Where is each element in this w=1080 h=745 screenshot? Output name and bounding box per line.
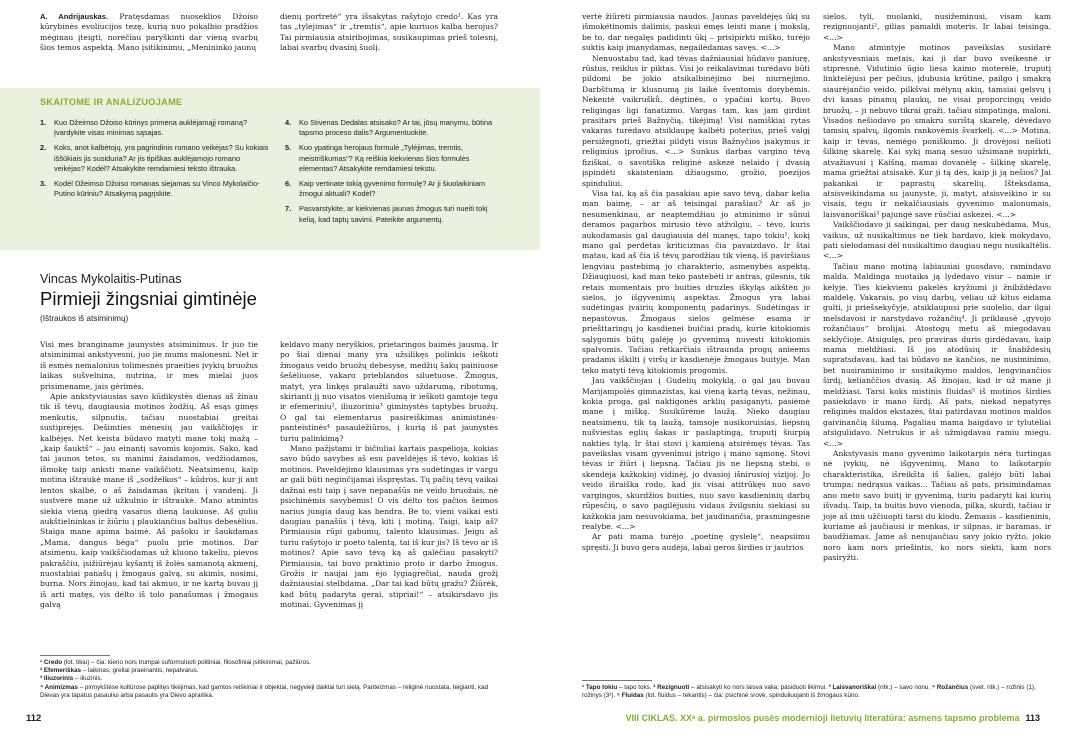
footnote-term: ¹ Tapo tokiu [582,684,618,691]
footnote-term: ³ Iliuzorinis [40,675,74,683]
body-paragraph: Vaikščiodavo ji saikingai, per daug neskubėdama. Mus, vaikus, už nusikaltimus ne tiek bardavo, kiek mokydavo, pati sielodamasi dėl nusikaltimo daugiau negu nusikaltėlis. <...> [823,220,1051,261]
running-head [625,713,1040,723]
footnote-text: – iliuzinis. [73,675,103,683]
question-item [285,118,505,138]
footnotes [40,659,500,700]
footnote-term: ¹ Credo [40,659,63,666]
question-item [40,118,272,138]
footnote [40,684,500,700]
text-subtitle: (Ištraukos iš atsiminimų) [40,314,129,323]
footnote-text: – pirmykštėse kultūrose paplitęs tikėjimas, kad gamtos reiškiniai ir objektai, negyvieji daiktai turi sielą. Panteizmas – religinė nuostata, teigianti, kad Dievas yra tapatus pasauliui arba pasaulis yra Dievo apraiška. [40,683,489,699]
body-paragraph: keldavo many neryškios, prietaringos baimės jausmą. Ir po šiai dienai many yra užsilikęs polinkis ieškoti žmogaus veido bruožų debesyse, medžių šakų painiuose šešėliuose, vakaro prieblandos siluetuose. Žmogus, matyt, yra linkęs pralaužti savo uždarumą, ribotumą, skirianti jį nuo visatos vienišumą ir ieškoti gamtoje tegu ir efemeriniu², iliuzoriniu³ giminystės taptybės bruožų. O gal tai elementarus pasireiškimas animistinės-panteistinės⁴ pasaulėžiūros, į kurią iš pat jaunystės turiu palinkimą? [280,340,498,443]
body-paragraph: Ar pati mama turėjo „poetinę gyslelę“, neapsiimu spręsti. Ji buvo gera audėja, labai geros širdies ir jautrios [582,532,810,552]
question-text: Koks, anot kalbėtojų, yra pagrindinis romano veikėjas? Su kokiais iššūkiais jis susiduria? Ar jis tipiškas auklėjamojo romano veikėjas? Kodėl? Atsakykite remdamiesi teksto ištrauka. [54,143,269,173]
body-paragraph: Apie ankstyviausias savo kūdikystės dienas aš žinau tik iš tėvų, daugiausia motinos žodžių. Aš esąs gimęs menkutis, silpnutis, tačiau nuostabiai greitai sustiprėjęs. Dešimties mėnesių jau vaikščiojęs ir kalbėjęs. Net keista būdavo matyti mane tokį mažą – „kaip šauktš“ – jau einantį savomis kojomis. Sako, kad tai jaunos tetos, su manimi žaisdamos, vedžiodamos, išmokę taip anksti mane vaikščioti. Neatsimenu, kaip motina ištraukė mane iš „sodželkos“ – kūdros, kur ji ant lentos skalbė, o aš žaisdamas įkritau į vandenį. Ji sustvėrė mane už užkulnio ir ištraukė. Mano atmintis siekia vieną giedrą vasaros dieną laukuose. Aš guliu aukštielninkas ir žiūriu į plaukiančius baltus debesėlius. Staiga mane apima baimė. Aš pašoku ir šaukdamas „Mama, dangus bėga“ puolu prie motinos. Dar atsimenu, kaip vaikščiodamas už kluono takeliu, pievos pakraščiu, įsižiūrėjau kyšantį iš žolės samanotą akmenį, nuostabiai panašų į žmogaus galvą, su akimis, nosimi, burna. Nors žinojau, kad tai akmuo, ir ne kartą buvau jį iš arti matęs, vis dėlto iš tolo panašumas į žmogaus galvą [40,392,258,610]
footnote-text: – atsisakyti ko nors laisva valia; pasiduoti likimui. [689,684,827,691]
question-text: Kuo ypatinga herojaus formulė „Tylėjimas, tremtis, meistriškumas“? Ką reiškia kiekvienas šios formulės elementas? Atsakykite remdamiesi tekstu. [299,143,470,173]
footnote-text: (lot. fluidus – tekantis) – čia: psichinė srovė, spinduliuojanti iš žmogaus kūno. [643,692,860,700]
questions-left-column [40,118,272,204]
body-column-2 [280,340,498,611]
text-author: Vincas Mykolaitis-Putinas [40,272,182,286]
question-text: Pasvarstykite, ar kiekvienas jaunas žmogus turi nueiti tokį kelią, kad taptų savimi. Pateikite argumentų. [299,204,488,224]
footnote-line [582,684,1052,700]
footnote-text: (lot. tikiu) – čia: kieno nors trumpai suformuluoti politiniai, filosofiniai įsitikinimai, pažiūros. [62,659,311,666]
footnote-text: (svet. ntk.) – rožinis (1), rožinys (3²). [582,684,1036,700]
question-item [285,179,505,199]
question-number: 2. [40,143,47,153]
footnote-text: – laikinas, greitai praeinantis, nepatvarus. [80,667,199,675]
footnote [40,667,500,675]
question-number: 3. [40,179,47,189]
intro-paragraph [280,12,498,54]
text-title: Pirmieji žingsniai gimtinėje [40,288,257,309]
question-item [40,179,272,199]
right-column-2 [823,12,1051,564]
body-paragraph: Tačiau mano motiną labiausiai guosdavo, ramindavo malda. Maldinga nuotaika ją lydėdavo visur – namie ir kelyje. Ties kiekvienu pakelės kryžiumi ji žnibždėdavo maldelę. Vakarais, po visų darbų, vėliau už kitus eidama gulti, ji priešsekyčyje, atsiklaupusi prie suolelio, dar ilgai melsdavosi ir narstydavo rožančių⁴. Ji priklausė „gyvojo rožančiaus“ brolijai. Atostogų metu aš miegodavau seklyčioje. Atsigulęs, pro praviras duris girdėdavau, kaip mama meldžiasi. Iš jos atodūsių ir šnabždesių supratsdavau, kad tai būdavo ne kančios, ne nusiminimo, bet nusiraminimo ir susitaikymo maldos, lengvinančios širdį, kelianččios dvasią. Aš žinojau, kad ir už mane ji meldžiasi. Tarsi koks mistinis fluidas⁵ iš motinos širdies pasiekdavo ir mano širdį. Aš pats, niekad nepatyręs religinės maldos ekstazės, štai patirdavau motinos maldos gaivinančią šilumą. Pagaliau mama baigdavo ir tylutėliai atsigulidavo. Netrukus ir aš užmigdavau ramiu miegu. <...> [823,261,1051,448]
page-number-right: 113 [1025,713,1040,723]
question-item [285,143,505,174]
question-number: 5. [285,143,292,153]
footnote-term: ⁴ Rožančius [931,684,969,691]
questions-right-column [285,118,505,230]
footnote [40,659,500,667]
page-number-left: 112 [26,713,42,724]
intro-column-1 [40,12,258,54]
body-paragraph: Mano atmintyje motinos paveikslas susidarė ankstyvesniais metais, kai ji dar buvo sveikesnė ir stipresnė. Vidutinio ūgio liesa kaimo moterėlė, truputį linktelėjusi per pečius, įdubusia krūtine, pailgo į smakrą siaurėjančio veido, pilkšvai mėlynų akių, tamsiai gelsvų į dvi kasas pinamų plaukų, ne visai proporcingų veido bruožų, – ji nebuvo tikrai graži, tačiau simpatinga, maloni. Visados nešiodavo po smakru surištą skarelę, dėvėdavo tamsių spalvų, ilgomis rankovėmis švarkelį. <...> Motina, kaip ir tėvas, nemėgo poniškumo. Ji drovėjosi nešioti šilkinę skarelę. Kai sykį maną sesuo užsimanė nupirkti, atvažiavusi į Kaišną, mamai dovanėlę – šilkinę skarelę, mama griežtai atsisakė. Kur ji tą dės, kaip ji ją nešios? Jai pakankai ir paprastų skarelių. Išteksdama, atsisveikindama su jaunyste, ji, matyt, atsisveikino ir su visais, tegu ir nekalčiausiais gyvenimo malonumais, laisvanoriškai³ pajungė save rūsčiai askezei. <...> [823,43,1051,219]
footnote-rule [582,680,652,681]
speaker-name: A. Andrijauskas. [40,12,109,21]
footnote-text: – tapo toks. [617,684,652,691]
body-paragraph: Jau vaikščiojau į Gudelių mokyklą, o gal jau buvau Marijampolės gimnazistas, kai vieną kartą tėvas, nežinau, kokia proga, gal naktigonės arklių pasiganyti, pasiėmė mane į mišką. Susikūrėme laužą. Nieko daugiau neatsimenu, tik tą laužą, tamsoje nusikoruisias, liepsnų nušviestas eglių šakas ir paslaptingą, truputį šiurpią nakties tylą. Ir štai stovi į kamieną atsirėmęs tėvas. Tas paveikslas visam gyvenimui įstrigo į mano sąmonę. Stovi tėvas ir žiūri į liepsną. Tačiau jis ne liepsną stebi, o skendėja kažkokioj vidinėj, jo dvasioj išnirusioj vizijoj. Jo veido išraiška rodo, kad jis visai atitrūkęs nuo savo vargingos, skurdžios buities, nuo savo kasdieninių darbų rūpesčių, o savo pagilėjusiu vidaus žvilgsniu siekiasi su kažkokia jam nesuvokiama, bet jaudinančia, prasmingesne realybe. <...> [582,376,810,531]
body-column-1 [40,340,258,611]
body-paragraph: Visa tai, ką aš čia pasakiau apie savo tėvą, dabar kelia man baimę, – ar aš teisingai parašiau? Ar aš jo nesumenkinau, ar neaptemdžiau jo atminimo ir sūnui deramos pagarbos mirusio tėvo atžvilgiu, – tėvo, kuris aukodamasis gal daugiausia dėl manęs, tapo tokiu¹, kokį mano gal perdėtas kriticizmas čia pavaizdavo. Ir štai matau, kad aš čia iš tėvų parodžiau tik vieną, iš paviršiaus lengviau pastebimą jo charakterio, asmenybės aspektą. Džiaugiuosi, kad man teko pastebėti ir antras, gilesnis, tik retais momentais pro buities druzles iškyląs aikštėn jo sielos, jo išgyvenimų aspektas. Žmogus yra labai sudėtingas įvairių komponentų padarinys. Sudėtingas ir nepastovus. Žmogaus sielos gelmėse esama ir priešttaringų jo kasdienei buičiai pradų, kurie kitokiomis sąlygomis būtų galėję jo gyvenimą nuvesti kitokiomis spalvomis. Tačiau retkarčiais ištraunda progų anieems pradams iškilti į viršų ir kasdienėje žmogaus buityje. Man teko matyti tėvą kitokiomis progomis. [582,188,810,375]
question-number: 7. [285,204,292,214]
question-text: Ko Stivenas Dedalas atsisako? Ar tai, jūsų manymu, būtina tapsmo proceso dalis? Argumentuokite. [299,118,493,138]
question-item [285,204,505,224]
intro-text: dienų portretė“ yra išsakytas rašytojo credo¹. Kas yra tas „tylėjimas“ ir „tremtis“, apie kuriuos kalba herojus? Tai pirmiausia atsiribojimas, susikaupimas prieš tolesnį, labai svarbų dvasinį šuolį. [280,12,498,53]
footnote-term: ² Efemeriškas [40,667,81,675]
body-paragraph: vertė žiūrėti pirmiausia naudos. Jaunas paveldėjęs ūkį su išmokėtinomis dalimis, paskui ėmęs leisti mane į mokslą, be to, dar negalęs padidinti ūkį – prisipirkti miško, turėjo suktis kaip įmanydamas, negailėdamas savęs. <...> [582,12,810,53]
footnote-term: ³ Laisvanoriškai [828,684,877,691]
running-head-text: VIII CIKLAS. XXᵃ a. pirmosios pusės modernioji lietuvių literatūra: asmens tapsmo problema [625,713,1020,723]
footnote [40,675,500,683]
intro-column-2 [280,12,498,54]
body-paragraph: sielos, tyli, nuolanki, nusižeminusi, visam kam rezignuojanti², gilias pamaldi moteris. Ir labai teisinga. <...> [823,12,1051,42]
question-text: Kodėl Džeimso Džoiso romanas siejamas su Vinco Mykolaičio-Putino kūriniu? Atsakymą pagrįskite. [54,179,260,199]
question-number: 1. [40,118,47,127]
footnote-term: ⁵ Fluidas [617,692,644,700]
question-text: Kuo Džeimso Džoiso kūrinys primena auklėjamąjį romaną? Įvardykite visas minimas sąsajas. [54,118,248,138]
footnote-rule [40,655,110,656]
question-number: 4. [285,118,292,127]
right-page [540,0,1080,745]
question-number: 6. [285,179,292,189]
footnote-text: (ntk.) – savo nonu. [876,684,931,691]
questions-box-title: SKAITOME IR ANALIZUOJAME [40,97,183,107]
question-item [40,143,272,174]
body-paragraph: Visi mes branginame jaunystės atsiminimus. Ir juo tie atsiminimai ankstyvesni, juo jie mums malonesni. Net ir iš esmės nemalonius tolimesnės praeities įvykių bruožus laikas sušvelnina, nutrina, ir mes mielai juos prisimename, jais gėrimės. [40,340,258,391]
intro-text: Pratęsdamas nuoseklios Džoiso kūrybinės evoliucijos tezę, kurią nuo pokalbio pradžios mėginau įteigti, norėčiau paryškinti dar vieną svarbų šios temos aspektą. Mano įsitikinimu, „Menininko jaunų [40,12,258,53]
right-column-1 [582,12,810,553]
body-paragraph: Nenuostabu tad, kad tėvas dažniausiai būdavo paniurę, rūstus, reiklus ir piktas. Visi jo reikalavimai turėdavo būti pildomi be jokio atsikalbinėjimo bei niurnėjimo. Darbštumą ir klusnumą jis laikė šventomis dorybėmis. Nekentė vaikrušků, dėgtinės, o ypačiai kortų. Buvo religingas ligi fanatizmo. Vargas tam, kas jam girdint prasitars prieš Bažnyčią, tikėjimą! Visi namiškiai rytas vakaras turėdavo atsiklaupę kalbėti poterius, prieš valgį persižegnoti, griežtai pildyti visus Bažnyčios įsakymus ir religinius įpročius. <...> Sunkus darbas vargino tėvą fiziškai, o savotiška religinė askezė nelaido į dvasią įspindėti skaisteniam džiaugsmo, grožio, poezijos spinduliui. [582,53,810,188]
footnotes [582,684,1052,700]
question-text: Kaip vertinate tokią gyvenimo formulę? Ar ji šiuolaikiniam žmogui aktuali? Kodėl? [299,179,486,199]
body-paragraph: Ankstyvasis mano gyvenimo laikotarpis nėra turtingas nė įvykių, nė išgyvenimų. Mano to laikotarpio charakteristika, išreikšta iš šalies, galėjo būti labai trumpa: nedrąsus vaikas... Tačiau aš pats, prisimindamas ano meto savo buitį ir gyvenimą, turiu padaryti kai kurių išvadų. Taip, ta buitis buvo vienoda, pilka, skurdi, tačiau ir joje aš imu užčiuopti tarsi du klodu. Žemasis – kasdieninis, kuriame aš jaučiausi ir menkas, ir silpnas, ir baramas, ir baudžiamas. Jame aš nenujaučiau savy jokio ryžto, jokio noro kam nors priešintis, ko nors siekti, kam nors pasiryžti. [823,449,1051,563]
footnote-term: ² Rezignuoti [653,684,690,691]
body-paragraph: Mano pažįstami ir bičiuliai kartais paspėlioja, kokias savo būdo savybes aš esu paveldėjęs iš tėvo, kokias iš motinos. Paveldėjimo klausimas yra sudėtingas ir vargu ar gali būti neginčijamai išspręstas. Tų pačių tėvų vaikai dažnai esti taip į save nepanašūs nė veido bruožais, nė psichinėmis savybėmis! O vis dėlto tos pačios šeimos narius jungia daug kas bendra. Be to, vieni vaikai esti daugiau panašūs į tėvą, kiti į motiną. Taigi, kaip aš? Pirmiausia rūpi gabumų, talento klausimas. Jeigu aš turiu rašytojo ir poeto talentą, tai iš kur jis? Iš tėvo ar iš motinos? Apie savo tėvą ką aš galėčiau pasakyti? Pirmiausia, tai buvo praktinio proto ir darbo žmogus. Grožis ir naujai jam ėjo lygiagrečiai, nauda grožį dažniausiai stelbdama. „Dar tai kad būtų gražu? Žiūrėk, kad būtų padaryta gerai, stipriai!“ – atsikirsdavo jis motinai. Gyvenimas jį [280,444,498,610]
footnote-term: ⁴ Animizmas [40,683,78,691]
intro-paragraph [40,12,258,54]
